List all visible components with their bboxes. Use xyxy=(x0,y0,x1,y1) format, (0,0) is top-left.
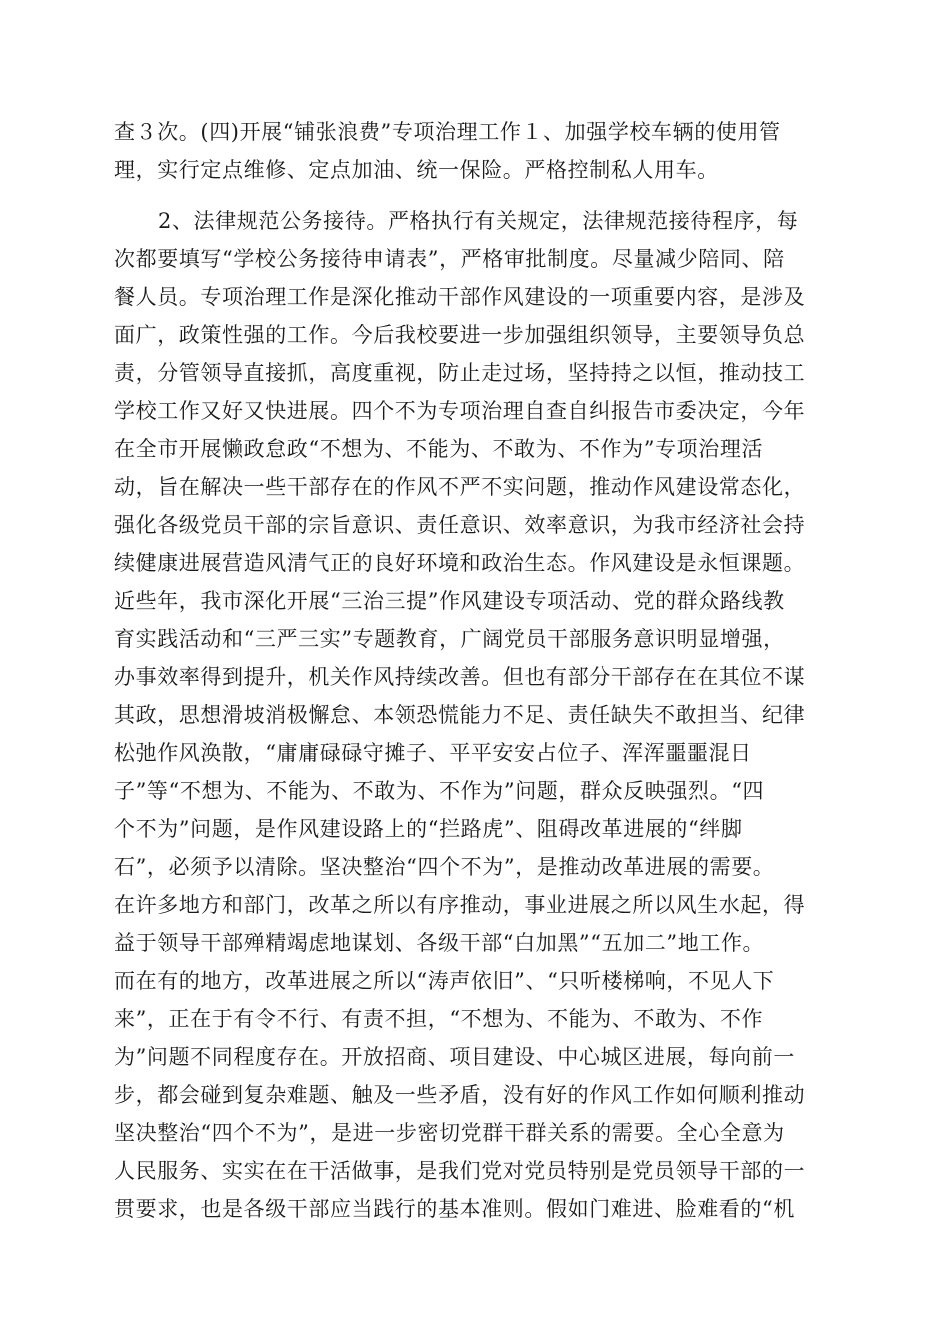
text-line: 子”等“不想为、不能为、不敢为、不作为”问题，群众反映强烈。“四 xyxy=(114,779,765,803)
text-line: 而在有的地方，改革进展之所以“涛声依旧”、“只听楼梯响，不见人下 xyxy=(114,969,775,993)
text-line: 石”，必须予以清除。坚决整治“四个不为”，是推动改革进展的需要。 xyxy=(114,855,775,879)
text-line: 近些年，我市深化开展“三治三提”作风建设专项活动、党的群众路线教 xyxy=(114,589,785,613)
text-line: 学校工作又好又快进展。四个不为专项治理自查自纠报告市委决定，今年 xyxy=(114,399,806,423)
text-line: 在许多地方和部门，改革之所以有序推动，事业进展之所以风生水起，得 xyxy=(114,893,806,917)
text-line: 查３次。(四)开展“铺张浪费”专项治理工作１、加强学校车辆的使用管 xyxy=(114,120,781,144)
text-line: 餐人员。专项治理工作是深化推动干部作风建设的一项重要内容，是涉及 xyxy=(114,285,806,309)
text-line: 益于领导干部殚精竭虑地谋划、各级干部“白加黑”“五加二”地工作。 xyxy=(114,931,765,955)
text-line: 面广，政策性强的工作。今后我校要进一步加强组织领导，主要领导负总 xyxy=(114,323,806,347)
text-line: 强化各级党员干部的宗旨意识、责任意识、效率意识，为我市经济社会持 xyxy=(114,513,806,537)
text-line: 办事效率得到提升，机关作风持续改善。但也有部分干部存在在其位不谋 xyxy=(114,665,806,689)
text-line: 动，旨在解决一些干部存在的作风不严不实问题，推动作风建设常态化， xyxy=(114,475,806,499)
text-line: 来”，正在于有令不行、有责不担，“不想为、不能为、不敢为、不作 xyxy=(114,1007,764,1031)
text-line: 步，都会碰到复杂难题、触及一些矛盾，没有好的作风工作如何顺利推动 xyxy=(114,1083,806,1107)
text-line: 2、法律规范公务接待。严格执行有关规定，法律规范接待程序，每 xyxy=(158,209,799,233)
text-line: 次都要填写“学校公务接待申请表”，严格审批制度。尽量减少陪同、陪 xyxy=(114,247,785,271)
text-line: 育实践活动和“三严三实”专题教育，广阔党员干部服务意识明显增强， xyxy=(114,627,785,651)
text-line: 人民服务、实实在在干活做事，是我们党对党员特别是党员领导干部的一 xyxy=(114,1159,806,1183)
text-line: 续健康进展营造风清气正的良好环境和政治生态。作风建设是永恒课题。 xyxy=(114,551,806,575)
text-line: 贯要求，也是各级干部应当践行的基本准则。假如门难进、脸难看的“机 xyxy=(114,1197,795,1221)
text-line: 个不为”问题，是作风建设路上的“拦路虎”、阻碍改革进展的“绊脚 xyxy=(114,817,743,841)
text-line: 为”问题不同程度存在。开放招商、项目建设、中心城区进展，每向前一 xyxy=(114,1045,795,1069)
text-line: 理，实行定点维修、定点加油、统一保险。严格控制私人用车。 xyxy=(114,158,719,182)
text-line: 责，分管领导直接抓，高度重视，防止走过场，坚持持之以恒，推动技工 xyxy=(114,361,806,385)
text-line: 坚决整治“四个不为”，是进一步密切党群干群关系的需要。全心全意为 xyxy=(114,1121,785,1145)
text-line: 松弛作风涣散，“庸庸碌碌守摊子、平平安安占位子、浑浑噩噩混日 xyxy=(114,741,752,765)
text-line: 其政，思想滑坡消极懈怠、本领恐慌能力不足、责任缺失不敢担当、纪律 xyxy=(114,703,806,727)
text-line: 在全市开展懒政怠政“不想为、不能为、不敢为、不作为”专项治理活 xyxy=(114,437,764,461)
